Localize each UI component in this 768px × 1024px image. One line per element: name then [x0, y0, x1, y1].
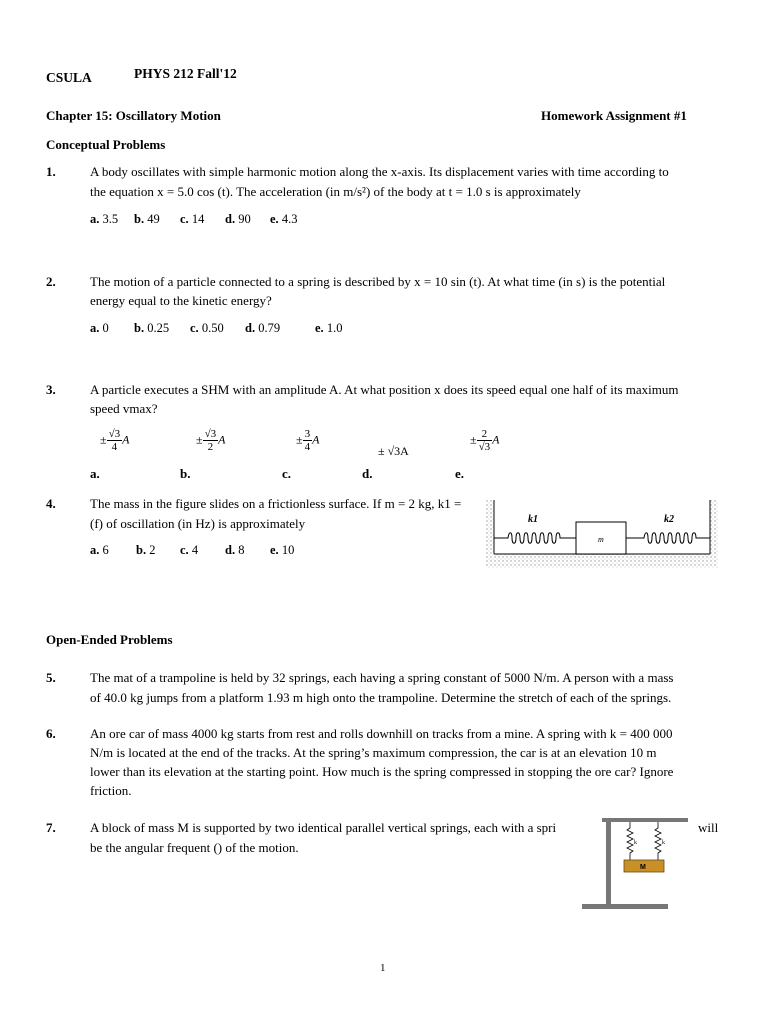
mass-label: m [598, 535, 604, 544]
q2-number: 2. [46, 274, 56, 289]
q1-option-e: e. 4.3 [270, 212, 298, 226]
left-spring-vertical [627, 822, 633, 860]
assignment-title: Homework Assignment #1 [541, 108, 687, 123]
q4-option-d: d. 8 [225, 543, 245, 557]
k1-label: k1 [528, 514, 538, 525]
right-spring-vertical [655, 822, 661, 860]
q3-line2: speed vmax? [90, 401, 158, 416]
k-right-label: k [662, 840, 665, 846]
q7-line2: be the angular frequent () of the motion. [90, 840, 299, 855]
q1-option-c: c. 14 [180, 212, 205, 226]
q6-line3: lower than its elevation at the starting point. How much is the spring compressed in stopping the ore car? Ignore [90, 764, 674, 779]
q6-line1: An ore car of mass 4000 kg starts from rest and rolls downhill on tracks from a mine. A spring with k = 400 000 [90, 726, 673, 741]
q6-line2: N/m is located at the end of the tracks. At the spring’s maximum compression, the car is at an elevation 10 m [90, 745, 657, 760]
left-wall [486, 500, 494, 562]
q1-line2: the equation x = 5.0 cos (t). The acceleration (in m/s²) of the body at t = 1.0 s is approximately [90, 184, 581, 199]
q3-expr-a: ± $\frac{√3}{4}$ A [100, 428, 130, 453]
q4-option-e: e. 10 [270, 543, 295, 557]
q7-line1-end: will [698, 820, 719, 835]
q6-line4: friction. [90, 783, 132, 798]
q1-option-d: d. 90 [225, 212, 251, 226]
k2-label: k2 [664, 514, 674, 525]
q1-number: 1. [46, 164, 56, 179]
q3-expr-c: ± $\frac{3}{4}$ A [296, 428, 320, 453]
q2-option-c: c. 0.50 [190, 321, 224, 335]
q2-option-e: e. 1.0 [315, 321, 343, 335]
q2-line2: energy equal to the kinetic energy? [90, 293, 272, 308]
q4-options [90, 543, 390, 563]
q1-option-a: a. 3.5 [90, 212, 119, 226]
chapter-title: Chapter 15: Oscillatory Motion [46, 108, 221, 123]
q2-option-d: d. 0.79 [245, 321, 281, 335]
q5-line2: of 40.0 kg jumps from a platform 1.93 m high onto the trampoline. Determine the stretch of each of the springs. [90, 690, 672, 705]
school-name: CSULA [46, 70, 92, 85]
q1-options [90, 212, 390, 232]
q3-label-c: c. [282, 466, 292, 481]
q3-label-e: e. [455, 466, 465, 481]
q3-number: 3. [46, 382, 56, 397]
q3-expr-d: ± √3A [378, 444, 409, 458]
q3-label-a: a. [90, 466, 100, 481]
course-title: PHYS 212 Fall'12 [134, 66, 237, 81]
q6-number: 6. [46, 726, 56, 741]
base-plate [582, 904, 668, 909]
q3-label-b: b. [180, 466, 191, 481]
q3-expr-e: ± $\frac{2}{√3}$ A [470, 428, 500, 453]
q4-option-a: a. 6 [90, 543, 109, 557]
left-spring [494, 533, 576, 544]
q3-line1: A particle executes a SHM with an amplitude A. At what position x does its speed equal one half of its maximum [90, 382, 679, 397]
q2-line1: The motion of a particle connected to a spring is described by x = 10 sin (t). At what time (in s) is the potential [90, 274, 666, 289]
k-left-label: k [634, 840, 637, 846]
vertical-springs-figure [580, 812, 696, 916]
q4-number: 4. [46, 496, 56, 511]
q3-label-d: d. [362, 466, 373, 481]
q7-number: 7. [46, 820, 56, 835]
floor [486, 554, 718, 568]
section-open-ended: Open-Ended Problems [46, 632, 173, 647]
support-post [606, 820, 611, 908]
q3-expr-b: ± $\frac{√3}{2}$ A [196, 428, 226, 453]
q5-number: 5. [46, 670, 56, 685]
hanging-mass-label: M [640, 864, 646, 871]
q4-option-b: b. 2 [136, 543, 156, 557]
q2-option-a: a. 0 [90, 321, 109, 335]
right-wall [710, 500, 718, 562]
page-number: 1 [380, 962, 386, 974]
q5-line1: The mat of a trampoline is held by 32 springs, each having a spring constant of 5000 N/m. A person with a mass [90, 670, 674, 685]
q2-option-b: b. 0.25 [134, 321, 170, 335]
right-spring [626, 533, 710, 544]
top-beam [602, 818, 688, 822]
q7-line1: A block of mass M is supported by two identical parallel vertical springs, each with a spri [90, 820, 557, 835]
section-conceptual: Conceptual Problems [46, 137, 166, 152]
q1-line1: A body oscillates with simple harmonic motion along the x-axis. Its displacement varies with time according to [90, 164, 669, 179]
vertical-springs-diagram [580, 812, 696, 916]
spring-mass-diagram [486, 496, 718, 572]
q4-option-c: c. 4 [180, 543, 199, 557]
q4-line2: (f) of oscillation (in Hz) is approximately [90, 516, 306, 531]
q1-option-b: b. 49 [134, 212, 160, 226]
spring-mass-figure [486, 496, 718, 572]
q4-line1: The mass in the figure slides on a frictionless surface. If m = 2 kg, k1 = [90, 496, 462, 511]
q2-options [90, 321, 390, 341]
